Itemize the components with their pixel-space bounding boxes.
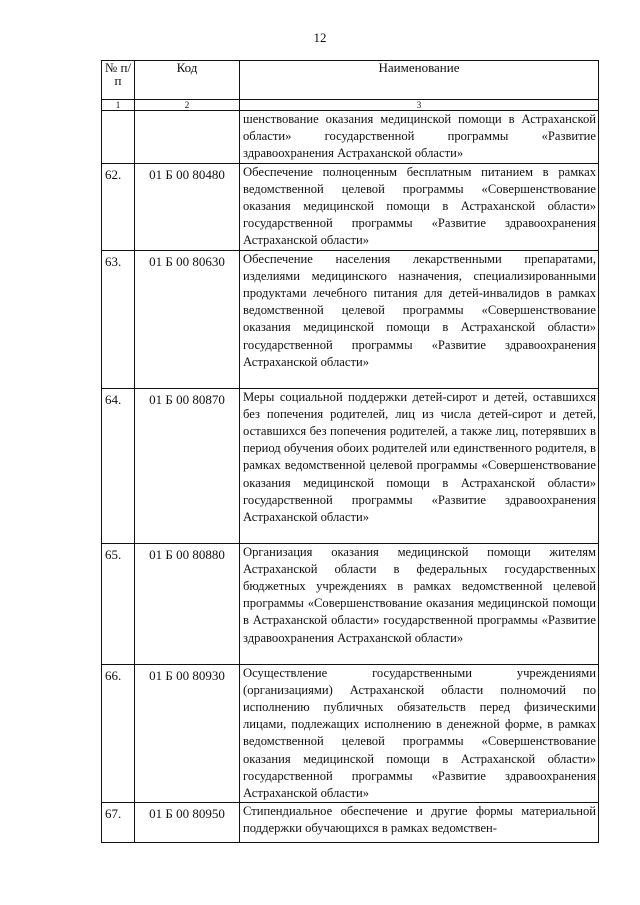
row-code: 01 Б 00 80950 bbox=[135, 803, 240, 843]
budget-classification-table bbox=[101, 60, 599, 843]
row-num: 65. bbox=[102, 543, 135, 664]
column-index-2: 2 bbox=[135, 100, 240, 111]
row-code: 01 Б 00 80630 bbox=[135, 250, 240, 388]
row-num: 64. bbox=[102, 388, 135, 543]
row-name: Организация оказания медицинской помощи жителям Астраханской области в федеральных государственных бюджетных учреждениях в рамках ведомственной целевой программы «Совершенствование оказания медицинской помощи в Астраханской области» государственной программы «Развитие здравоохранения Астраханской области» bbox=[240, 543, 599, 664]
row-code: 01 Б 00 80480 bbox=[135, 163, 240, 250]
table-header-row bbox=[102, 61, 599, 100]
row-name: Осуществление государственными учреждениями (организациями) Астраханской области полномочий по исполнению публичных обязательств перед физическими лицами, подлежащих исполнению в денежной форме, в рамках ведомственной целевой программы «Совершенствование оказания медицинской помощи в Астраханской области» государственной программы «Развитие здравоохранения Астраханской области» bbox=[240, 664, 599, 803]
table-row bbox=[102, 543, 599, 664]
row-code bbox=[135, 111, 240, 164]
table-row-continuation bbox=[102, 111, 599, 164]
table-row bbox=[102, 388, 599, 543]
row-name: Стипендиальное обеспечение и другие формы материальной поддержки обучающихся в рамках ведомствен- bbox=[240, 803, 599, 843]
column-index-3: 3 bbox=[240, 100, 599, 111]
row-num: 62. bbox=[102, 163, 135, 250]
row-num: 63. bbox=[102, 250, 135, 388]
row-name: Меры социальной поддержки детей-сирот и детей, оставшихся без попечения родителей, лиц из числа детей-сирот и детей, оставшихся без попечения родителей, а также лиц, потерявших в период обучения обоих родителей или единственного родителя, в рамках ведомственной целевой программы «Совершенствование оказания медицинской помощи в Астраханской области» государственной программы «Развитие здравоохранения Астраханской области» bbox=[240, 388, 599, 543]
table-row bbox=[102, 803, 599, 843]
row-num: 66. bbox=[102, 664, 135, 803]
row-code: 01 Б 00 80870 bbox=[135, 388, 240, 543]
column-index-row bbox=[102, 100, 599, 111]
header-code: Код bbox=[135, 61, 240, 100]
table-row bbox=[102, 664, 599, 803]
row-code: 01 Б 00 80930 bbox=[135, 664, 240, 803]
row-code: 01 Б 00 80880 bbox=[135, 543, 240, 664]
header-num: № п/п bbox=[102, 61, 135, 100]
table-row bbox=[102, 163, 599, 250]
row-num bbox=[102, 111, 135, 164]
header-name: Наименование bbox=[240, 61, 599, 100]
row-num: 67. bbox=[102, 803, 135, 843]
column-index-1: 1 bbox=[102, 100, 135, 111]
page-number: 12 bbox=[313, 30, 327, 45]
row-name: Обеспечение населения лекарственными препаратами, изделиями медицинского назначения, специализированными продуктами лечебного питания для детей-инвалидов в рамках ведомственной целевой программы «Совершенствование оказания медицинской помощи в Астраханской области» государственной программы «Развитие здравоохранения Астраханской области» bbox=[240, 250, 599, 388]
table-row bbox=[102, 250, 599, 388]
row-name: Обеспечение полноценным бесплатным питанием в рамках ведомственной целевой программы «Совершенствование оказания медицинской помощи в Астраханской области» государственной программы «Развитие здравоохранения Астраханской области» bbox=[240, 163, 599, 250]
row-name: шенствование оказания медицинской помощи в Астраханской области» государственной программы «Развитие здравоохранения Астраханской области» bbox=[240, 111, 599, 164]
